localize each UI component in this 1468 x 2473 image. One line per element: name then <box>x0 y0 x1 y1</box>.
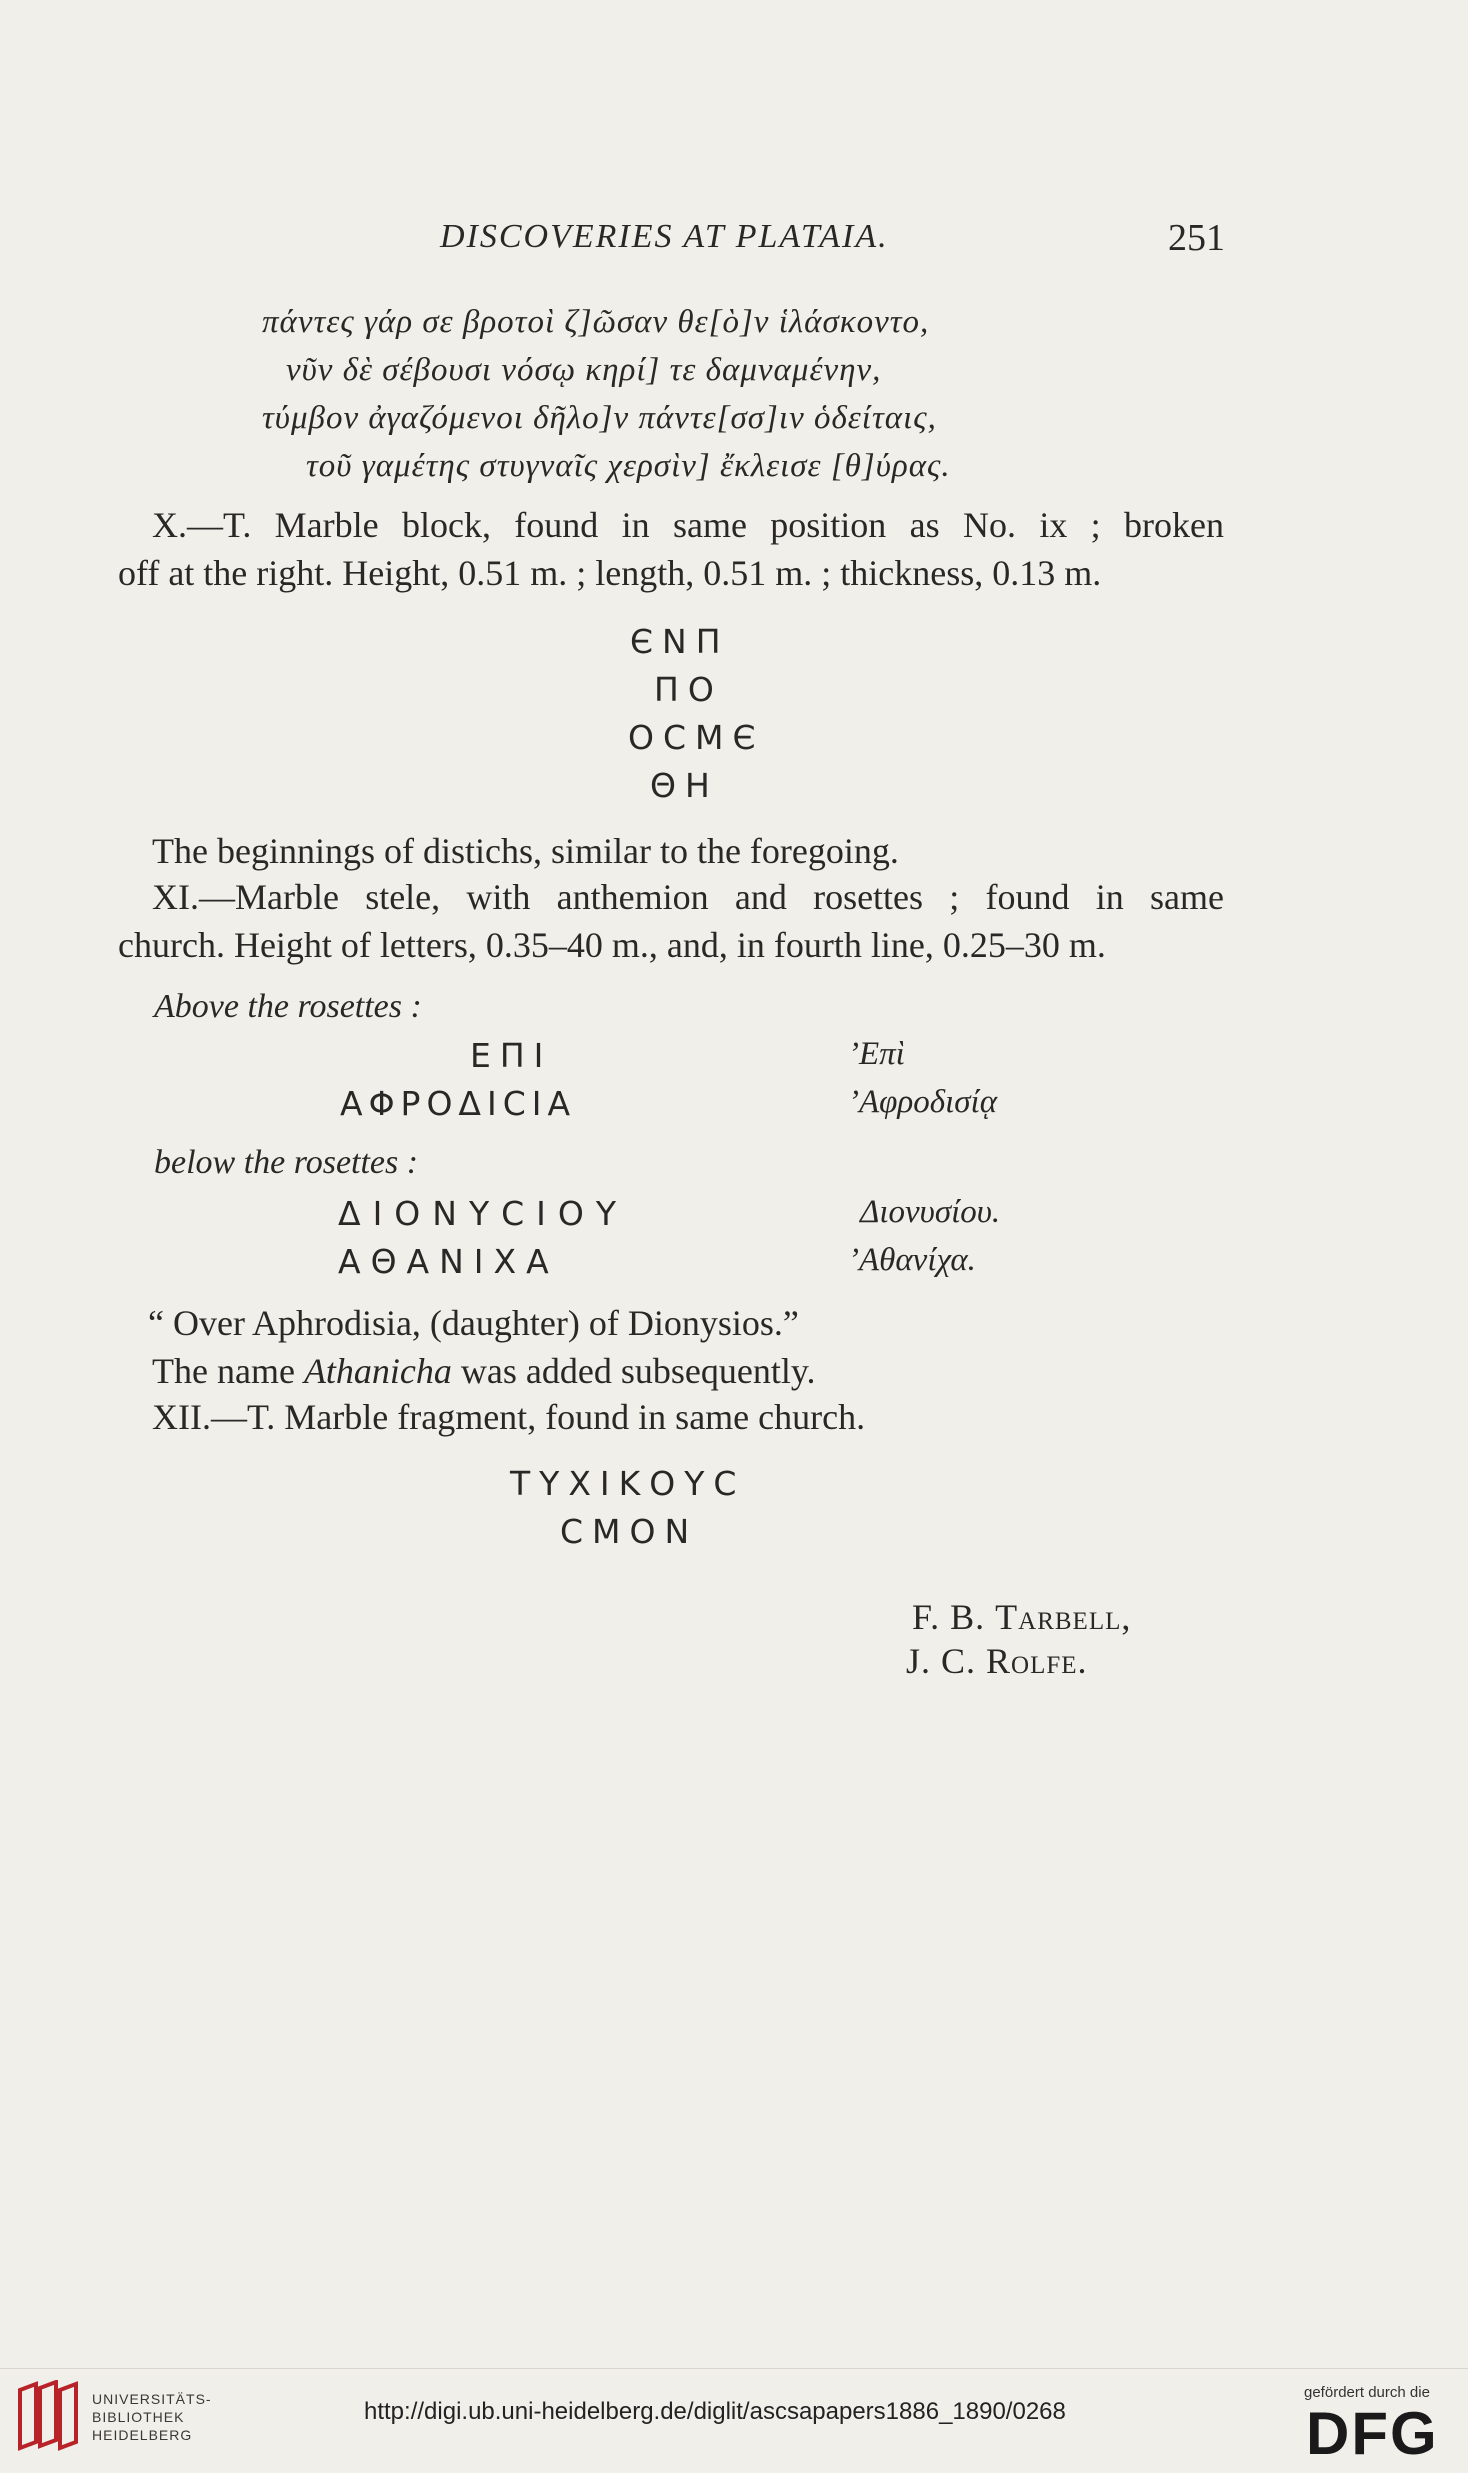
greek-verse-3: τύμβον ἀγαζόμενοι δῆλο]ν πάντε[σσ]ιν ὁδείταις, <box>262 400 937 436</box>
footer-url-link[interactable]: http://digi.ub.uni-heidelberg.de/diglit/ascsapapers1886_1890/0268 <box>364 2398 1066 2425</box>
library-name: UNIVERSITÄTS- BIBLIOTHEK HEIDELBERG <box>92 2391 212 2443</box>
greek-verse-2: νῦν δὲ σέβουσι νόσῳ κηρί] τε δαμναμένην, <box>286 352 882 388</box>
xi-translation: “ Over Aphrodisia, (daughter) of Dionysios.” <box>148 1303 799 1343</box>
greek-verse-1: πάντες γάρ σε βροτοὶ ζ]ῶσαν θε[ὸ]ν ἱλάσκοντο, <box>262 304 930 340</box>
inscription-x-line-3: ΟϹΜЄ <box>628 718 765 757</box>
section-xi-line-1: XI.—Marble stele, with anthemion and rosettes ; found in same <box>152 877 1224 917</box>
dfg-logo: DFG <box>1306 2400 1439 2467</box>
greek-verse-4: τοῦ γαμέτης στυγναῖς χερσὶν] ἔκλεισε [θ]ύρας. <box>306 448 951 484</box>
xi-transcription-line-2: ’Αφροδισίᾳ <box>848 1084 998 1120</box>
name-note-prefix: The name <box>152 1351 304 1391</box>
page-number: 251 <box>1168 217 1225 259</box>
xi-transcription-line-4: ’Αθανίχα. <box>848 1242 976 1278</box>
section-xi-line-2: church. Height of letters, 0.35–40 m., and, in fourth line, 0.25–30 m. <box>118 925 1106 965</box>
signature-2-initials: J. C. <box>906 1641 987 1681</box>
section-x-note: The beginnings of distichs, similar to the foregoing. <box>152 831 899 871</box>
section-x-line-1: X.—T. Marble block, found in same position as No. ix ; broken <box>152 505 1224 545</box>
section-xii-line-1: XII.—T. Marble fragment, found in same church. <box>152 1397 866 1437</box>
signature-1 <box>912 1596 1131 1638</box>
footer-divider <box>0 2368 1468 2369</box>
xi-name-note <box>152 1346 816 1396</box>
running-title: DISCOVERIES AT PLATAIA. <box>440 218 889 255</box>
xi-uncial-line-2: ΑΦΡΟΔΙϹΙΑ <box>340 1084 577 1123</box>
inscription-x-line-1: ЄΝΠ <box>630 622 730 661</box>
name-note-italic: Athanicha <box>303 1351 452 1391</box>
above-rosettes-label: Above the rosettes : <box>154 988 422 1025</box>
xi-transcription-line-3: Διονυσίου. <box>860 1194 1001 1230</box>
inscription-x-line-4: ΘΗ <box>650 766 719 805</box>
signature-1-surname: Tarbell, <box>995 1597 1132 1637</box>
xi-uncial-line-3: ΔΙΟΝΥϹΙΟΥ <box>338 1194 629 1233</box>
xi-uncial-line-1: ЕΠΙ <box>470 1036 553 1075</box>
signature-1-initials: F. B. <box>912 1597 996 1637</box>
inscription-xii-line-1: ΤΥΧΙΚΟΥϹ <box>510 1464 746 1503</box>
xi-transcription-line-1: ’Επὶ <box>848 1036 905 1072</box>
xi-uncial-line-4: ΑΘΑΝΙΧΑ <box>338 1242 559 1281</box>
inscription-xii-line-2: ϹΜΟΝ <box>560 1512 699 1551</box>
name-note-suffix: was added subsequently. <box>451 1351 816 1391</box>
signature-2-surname: Rolfe. <box>986 1641 1088 1681</box>
signature-2 <box>906 1640 1088 1682</box>
below-rosettes-label: below the rosettes : <box>154 1144 419 1181</box>
sponsor-label: gefördert durch die <box>1304 2384 1430 2401</box>
section-x-line-2: off at the right. Height, 0.51 m. ; length, 0.51 m. ; thickness, 0.13 m. <box>118 553 1102 593</box>
library-logo-icon <box>16 2380 82 2452</box>
inscription-x-line-2: ΠΟ <box>654 670 723 709</box>
